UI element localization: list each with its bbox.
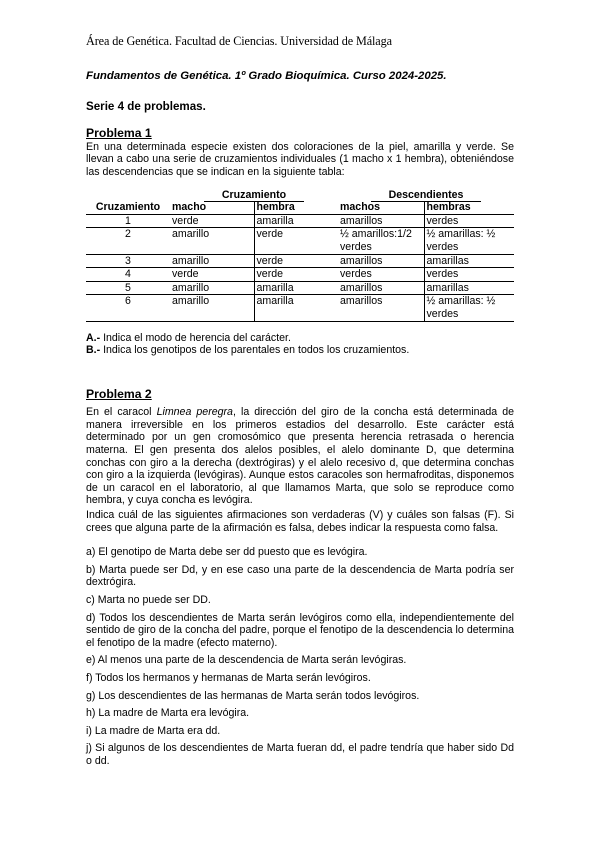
problem-1-title: Problema 1 — [86, 126, 152, 141]
table-row — [86, 268, 514, 282]
table-row — [86, 214, 514, 228]
table-cell: amarillo — [170, 281, 254, 295]
table-cell: verdes — [338, 268, 424, 282]
statement-item: h) La madre de Marta era levógira. — [86, 707, 250, 720]
table-cell: amarillos — [338, 295, 424, 321]
intro-text: , la dirección del giro de la concha está determinada de manera irreversible en los primeros estadios del desarrollo. Este carácter está determinado por un gen cromosómico que presenta herencia retrasada o herencia materna. El gen presenta dos alelos posibles, el alelo dominante D, que determina conchas con giro a la derecha (dextrógiras) y el alelo recesivo d, que determina conchas con giro a la izquierda (levógiras). Aunque estos caracoles son hermafroditas, disponemos de un caracol en el laboratorio, al que llamamos Marta, que solo se reproduce como hembra, y cuya concha es levógira. — [86, 406, 514, 507]
statement-item: b) Marta puede ser Dd, y en ese caso una parte de la descendencia de Marta podría ser dextrógira. — [86, 563, 514, 589]
problem-2-body — [86, 406, 514, 534]
problem-1-intro: En una determinada especie existen dos coloraciones de la piel, amarilla y verde. Se llevan a cabo una serie de cruzamientos individuales (1 macho x 1 hembra), obteniéndose las descendencias que se indican en la siguiente tabla: — [86, 140, 514, 178]
course-title: Fundamentos de Genética. 1º Grado Bioquímica. Curso 2024-2025. — [86, 70, 447, 82]
column-header: machos — [338, 201, 424, 214]
statement-item: f) Todos los hermanos y hermanas de Marta serán levógiros. — [86, 671, 371, 684]
table-group-header — [86, 189, 514, 202]
statement-item: i) La madre de Marta era dd. — [86, 724, 221, 737]
column-header: hembras — [424, 201, 514, 214]
species-name: Limnea peregra — [156, 406, 233, 419]
table-column-headers — [86, 201, 514, 214]
statement-item: j) Si algunos de los descendientes de Marta fueran dd, el padre tendría que haber sido Dd o dd. — [86, 742, 514, 767]
table-cell: amarillas — [424, 254, 514, 268]
question-a — [86, 332, 514, 345]
table-cell: verde — [170, 268, 254, 282]
document-body — [86, 70, 514, 773]
statement-item: g) Los descendientes de las hermanas de Marta serán todos levógiros. — [86, 689, 420, 702]
table-cell: ½ amarillos:1/2 verdes — [338, 228, 424, 254]
table-row — [86, 254, 514, 268]
table-cell: amarilla — [254, 214, 338, 228]
question-b — [86, 344, 514, 357]
table-row — [86, 281, 514, 295]
question-label: A.- — [86, 331, 101, 344]
table-cell: amarillo — [170, 295, 254, 321]
table-cell: verde — [254, 254, 338, 268]
table-cell: 4 — [86, 268, 170, 282]
table-cell: verde — [170, 214, 254, 228]
table-cell: verde — [254, 268, 338, 282]
table-cell: amarillos — [338, 281, 424, 295]
problem-2-title: Problema 2 — [86, 386, 152, 401]
statement-item: a) El genotipo de Marta debe ser dd puesto que es levógira. — [86, 546, 368, 559]
table-cell: amarilla — [254, 295, 338, 321]
table-cell: amarilla — [254, 281, 338, 295]
table-cell: amarillo — [170, 254, 254, 268]
statement-item: c) Marta no puede ser DD. — [86, 594, 211, 606]
table-cell: verdes — [424, 214, 514, 228]
crosses-table — [86, 189, 514, 322]
table-row — [86, 295, 514, 321]
table-cell: 6 — [86, 295, 170, 321]
group-header-descendants: Descendientes — [371, 189, 482, 202]
table-cell: 2 — [86, 228, 170, 254]
table-cell: 5 — [86, 281, 170, 295]
problem-1-questions — [86, 332, 514, 357]
column-header: hembra — [254, 201, 338, 214]
table-cell: amarillos — [338, 254, 424, 268]
table-cell: 3 — [86, 254, 170, 268]
problem-2-instructions: Indica cuál de las siguientes afirmaciones son verdaderas (V) y cuáles son falsas (F). Si crees que alguna parte de la afirmación es falsa, debes indicar la respuesta como falsa. — [86, 509, 514, 534]
intro-text: En el caracol — [86, 406, 157, 419]
table-cell: amarillo — [170, 228, 254, 254]
table-cell: verde — [254, 228, 338, 254]
problem-2-intro — [86, 406, 514, 507]
table-cell: ½ amarillas: ½ verdes — [424, 228, 514, 254]
page-header: Área de Genética. Facultad de Ciencias. Universidad de Málaga — [86, 34, 392, 48]
series-title: Serie 4 de problemas. — [86, 99, 206, 113]
question-text: Indica los genotipos de los parentales en todos los cruzamientos. — [100, 344, 410, 357]
column-header: macho — [170, 201, 254, 214]
table-cell: amarillas — [424, 281, 514, 295]
table-cell: amarillos — [338, 214, 424, 228]
table-cell: ½ amarillas: ½ verdes — [424, 295, 514, 321]
question-label: B.- — [86, 344, 101, 357]
question-text: Indica el modo de herencia del carácter. — [100, 331, 291, 344]
statements-list — [86, 546, 514, 767]
statement-item: d) Todos los descendientes de Marta serán levógiros como ella, independientemente del sentido de giro de la concha del padre, porque el fenotipo de la descendencia lo determina el fenotipo de la madre (efecto materno). — [86, 611, 514, 649]
table-row — [86, 228, 514, 254]
table-cell: verdes — [424, 268, 514, 282]
group-header-cross: Cruzamiento — [204, 189, 304, 202]
table-cell: 1 — [86, 214, 170, 228]
statement-item: e) Al menos una parte de la descendencia de Marta serán levógiras. — [86, 654, 407, 667]
column-header: Cruzamiento — [86, 201, 170, 214]
